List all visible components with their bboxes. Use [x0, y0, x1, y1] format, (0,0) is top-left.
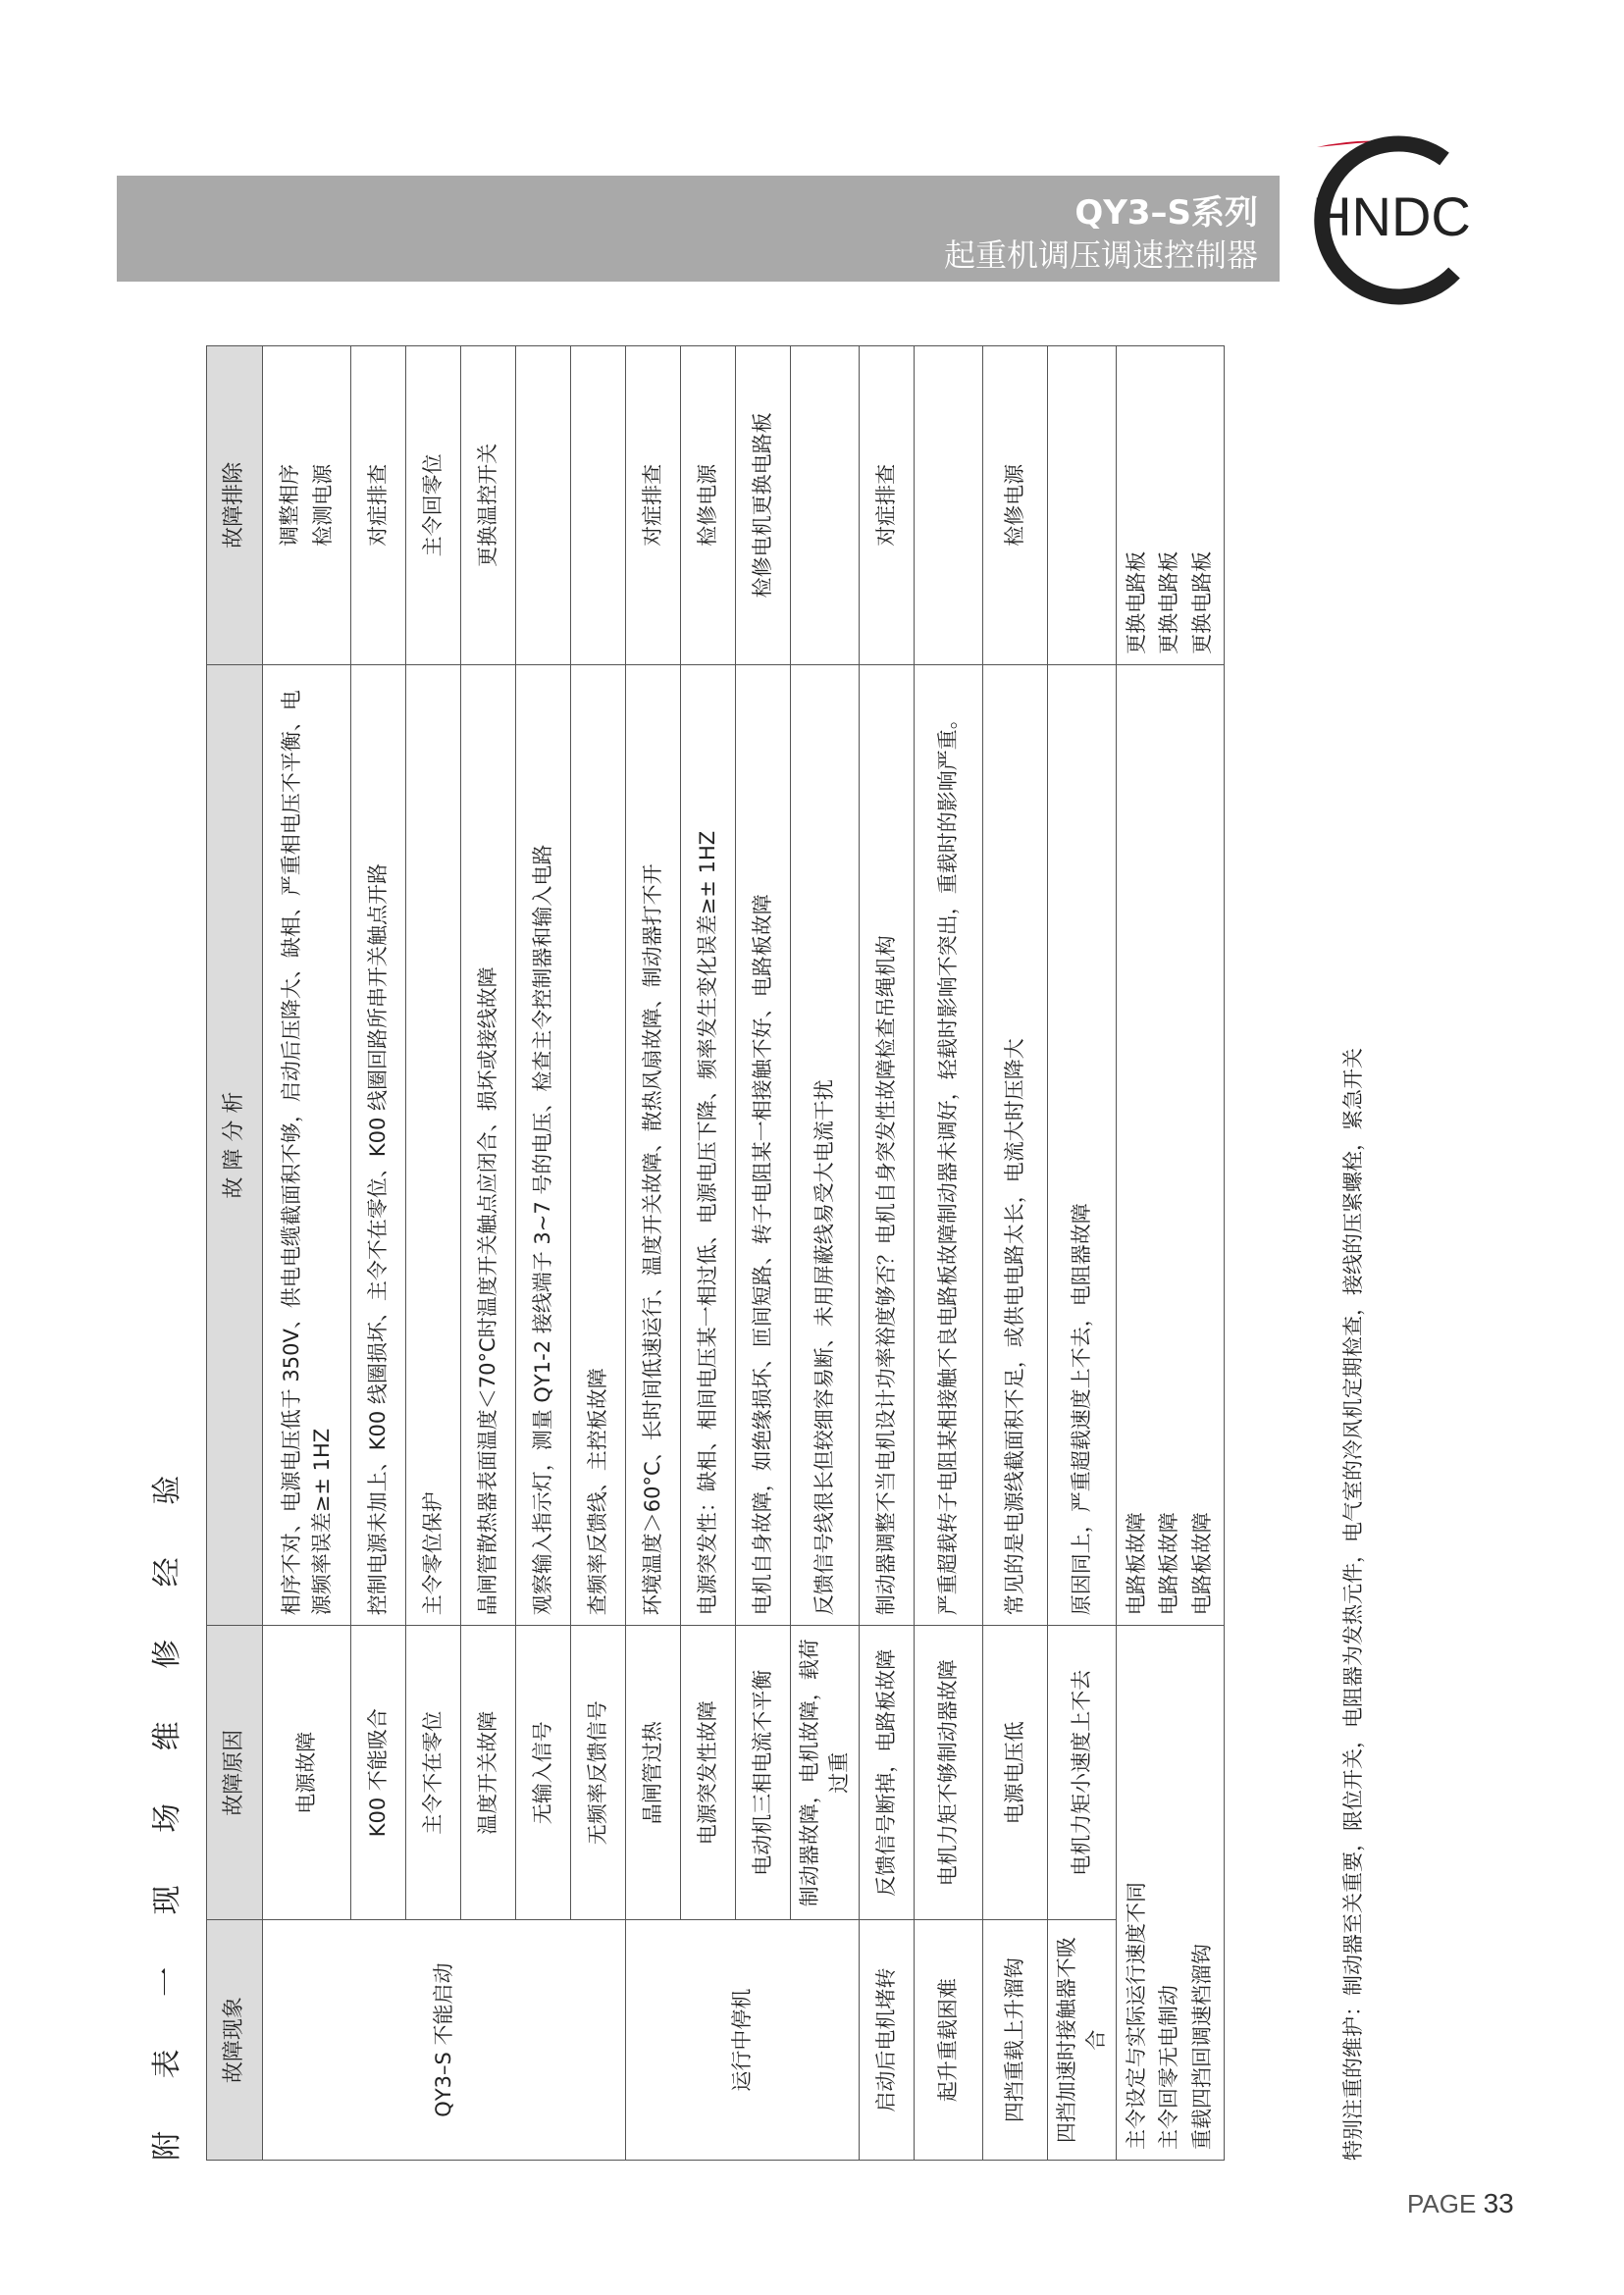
cause: 晶闸管过热	[626, 1626, 681, 1920]
fix	[1047, 346, 1116, 665]
analysis: 原因同上，严重超载速度上不去，电阻器故障	[1047, 664, 1116, 1625]
table-region	[150, 345, 1384, 2161]
analysis: 严重超载转子电阻某相接触不良电路板故障制动器未调好，轻载时影响不突出，重载时的影响严重。	[914, 664, 982, 1625]
cause: 电动机三相电流不平衡	[736, 1626, 791, 1920]
fix: 主令回零位	[406, 346, 461, 665]
fix: 对症排查	[626, 346, 681, 665]
logo-text: HNDC	[1312, 185, 1471, 247]
fix: 对症排查	[351, 346, 406, 665]
product-subtitle: 起重机调压调速控制器	[943, 236, 1258, 274]
cause: 电源突发性故障	[681, 1626, 736, 1920]
phenomenon: 启动后电机堵转	[859, 1920, 914, 2161]
analysis: 主令零位保护	[406, 664, 461, 1625]
analysis-multi: 电路板故障 电路板故障 电路板故障	[1116, 664, 1224, 1625]
analysis: 制动器调整不当电机设计功率裕度够否？电机自身突发性故障检查吊绳机构	[859, 664, 914, 1625]
analysis: 查频率反馈线、主控板故障	[571, 664, 626, 1625]
fix	[914, 346, 982, 665]
fix	[791, 346, 860, 665]
table-title: 附 表 一 现 场 维 修 经 验	[150, 1453, 184, 2161]
col-phenomenon: 故障现象	[207, 1920, 263, 2161]
col-cause: 故障原因	[207, 1626, 263, 1920]
maintenance-note: 特别注重的维护：制动器至关重要，限位开关，电阻器为发热元件，电气室的冷风机定期检查，接线的压紧螺栓，紧急开关	[1341, 1048, 1365, 2161]
cause: 无输入信号	[516, 1626, 571, 1920]
phenomenon: 四挡重载上升溜钩	[982, 1920, 1047, 2161]
fix: 检修电源	[681, 346, 736, 665]
phenomenon-stop-in-run: 运行中停机	[626, 1920, 860, 2161]
analysis: 环境温度＞60°C、长时间低速运行、温度开关故障、散热风扇故障、制动器打不开	[626, 664, 681, 1625]
col-analysis: 故 障 分 析	[207, 664, 263, 1625]
cause: 主令不在零位	[406, 1626, 461, 1920]
phenomenon: 起升重载困难	[914, 1920, 982, 2161]
analysis: 相序不对、电源电压低于 350V、供电电缆截面积不够，启动后压降大、缺相、严重相电压不平衡、电源频率误差≥± 1HZ	[263, 664, 351, 1625]
header-band	[117, 176, 1280, 282]
col-fix: 故障排除	[207, 346, 263, 665]
fix	[571, 346, 626, 665]
analysis: 电源突发性：缺相、相间电压某一相过低、电源电压下降、频率发生变化误差≥± 1HZ	[681, 664, 736, 1625]
fix: 对症排查	[859, 346, 914, 665]
phenomenon-cannot-start: QY3–S 不能启动	[263, 1920, 626, 2161]
phenomenon-multi: 主令设定与实际运行速度不同 主令回零无电制动 重载四挡回调速档溜钩	[1116, 1626, 1224, 2161]
page-number: PAGE 33	[1407, 2188, 1514, 2218]
analysis: 观察输入指示灯，测量 QY1-2 接线端子 3~7 号的电压、检查主令控制器和输入电路	[516, 664, 571, 1625]
cause: 无频率反馈信号	[571, 1626, 626, 1920]
analysis: 常见的是电源线截面积不足，或供电电路太长，电流大时压降大	[982, 664, 1047, 1625]
cause: 电源电压低	[982, 1626, 1047, 1920]
analysis: 反馈信号线很长但较细容易断、未用屏蔽线易受大电流干扰	[791, 664, 860, 1625]
cause: 电源故障	[263, 1626, 351, 1920]
cause: 电机力矩不够制动器故障	[914, 1626, 982, 1920]
phenomenon: 四挡加速时接触器不吸合	[1047, 1920, 1116, 2161]
cause: K00 不能吸合	[351, 1626, 406, 1920]
fix	[516, 346, 571, 665]
cause: 电机力矩小速度上不去	[1047, 1626, 1116, 1920]
analysis: 晶闸管散热器表面温度＜70°C时温度开关触点应闭合、损坏或接线故障	[461, 664, 516, 1625]
fix: 检修电机更换电路板	[736, 346, 791, 665]
fix: 调整相序 检测电源	[263, 346, 351, 665]
cause: 制动器故障，电机故障，载荷过重	[791, 1626, 860, 1920]
series-title: QY3–S系列	[1074, 193, 1258, 233]
cause: 温度开关故障	[461, 1626, 516, 1920]
fix: 更换温控开关	[461, 346, 516, 665]
fix: 检修电源	[982, 346, 1047, 665]
hndc-logo	[1297, 126, 1479, 312]
analysis: 电机自身故障，如绝缘损坏、匝间短路、转子电阻某一相接触不好、电路板故障	[736, 664, 791, 1625]
fix-multi: 更换电路板 更换电路板 更换电路板	[1116, 346, 1224, 665]
analysis: 控制电源未加上、K00 线圈损坏、主令不在零位、K00 线圈回路所串开关触点开路	[351, 664, 406, 1625]
repair-table	[206, 345, 1225, 2161]
cause: 反馈信号断掉，电路板故障	[859, 1626, 914, 1920]
